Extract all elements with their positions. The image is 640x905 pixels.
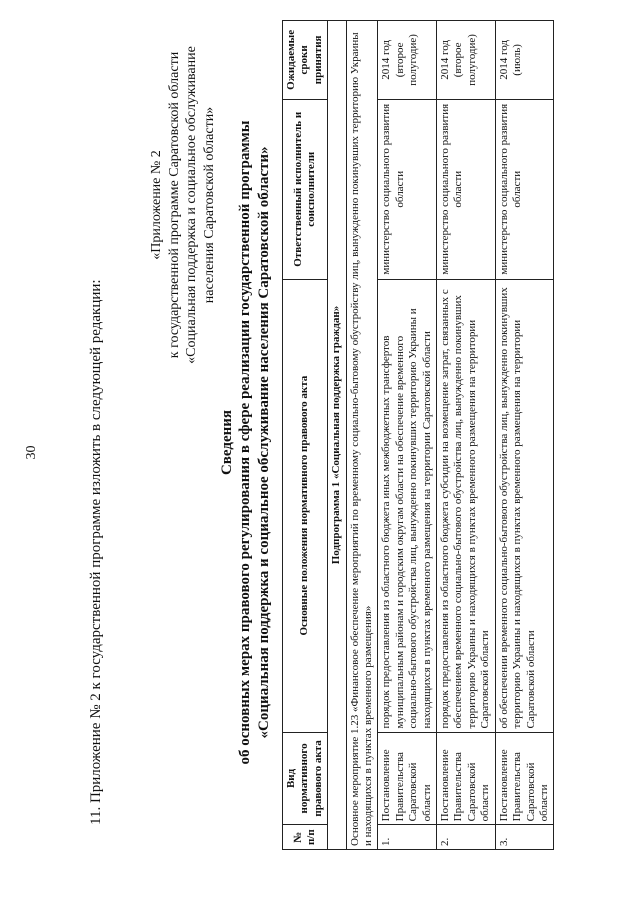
row-deadline: 2014 год (второе полугодие) bbox=[378, 21, 437, 100]
header-num: № п/п bbox=[283, 825, 328, 850]
table-header-row bbox=[283, 21, 328, 850]
title-line-1: Сведения bbox=[219, 409, 235, 476]
row-num: 3. bbox=[495, 825, 554, 850]
row-deadline: 2014 год (июль) bbox=[495, 21, 554, 100]
page-number: 30 bbox=[24, 445, 39, 460]
header-provisions: Основные положения нормативного правового акта bbox=[283, 279, 328, 732]
intro-text: 11. Приложение № 2 к государственной программе изложить в следующей редакции: bbox=[88, 279, 104, 825]
title-line-2: об основных мерах правового регулирования в сфере реализации государственной программы bbox=[237, 120, 254, 765]
measures-table bbox=[282, 20, 554, 850]
header-deadline: Ожидаемые сроки принятия bbox=[283, 21, 328, 100]
row-num: 1. bbox=[378, 825, 437, 850]
table-row bbox=[495, 21, 554, 850]
header-type: Вид нормативного правового акта bbox=[283, 732, 328, 825]
subprogram-title: Подпрограмма 1 «Социальная поддержка граждан» bbox=[328, 21, 346, 850]
appendix-line-3: «Социальная поддержка и социальное обслуживание bbox=[184, 46, 199, 364]
row-num: 2. bbox=[437, 825, 496, 850]
row-provisions: порядок предоставления из областного бюджета субсидии на возмещение затрат, связанных с обеспечением временного социально-бытового обустройства лиц, вынужденно покинувших территорию Украины и находящихся в пунктах временного размещения на территории Саратовской области bbox=[437, 279, 496, 732]
measure-row bbox=[346, 21, 378, 850]
row-executor: министерство социального развития области bbox=[378, 99, 437, 279]
title-line-3: «Социальная поддержка и социальное обслуживание населения Саратовской области» bbox=[255, 146, 272, 739]
row-provisions: порядок предоставления из областного бюджета иных межбюджетных трансфертов муниципальным районам и городским округам области на обеспечение временного социально-бытового обустройства лиц, вынужденно покинувших территорию Украины и находящихся в пунктах временного размещения на территории Саратовской области bbox=[378, 279, 437, 732]
appendix-header bbox=[148, 25, 218, 385]
appendix-line-1: «Приложение № 2 bbox=[149, 150, 164, 260]
row-type: Постановление Правительства Саратовской области bbox=[437, 732, 496, 825]
table-row bbox=[437, 21, 496, 850]
row-provisions: об обеспечении временного социально-бытового обустройства лиц, вынужденно покинувших территорию Украины и находящихся в пунктах временного размещения на территории Саратовской области bbox=[495, 279, 554, 732]
document-title bbox=[218, 40, 273, 845]
row-deadline: 2014 год (второе полугодие) bbox=[437, 21, 496, 100]
header-executor: Ответственный исполнитель и соисполнители bbox=[283, 99, 328, 279]
appendix-line-2: к государственной программе Саратовской области bbox=[166, 51, 182, 359]
subprogram-row bbox=[328, 21, 346, 850]
row-executor: министерство социального развития области bbox=[437, 99, 496, 279]
row-type: Постановление Правительства Саратовской области bbox=[495, 732, 554, 825]
row-type: Постановление Правительства Саратовской области bbox=[378, 732, 437, 825]
measure-title: Основное мероприятие 1.23 «Финансовое обеспечение мероприятий по временному социально-бытовому обустройству лиц, вынужденно покинувших территорию Украины и находящихся в пунктах временного размещения» bbox=[346, 21, 378, 850]
table-row bbox=[378, 21, 437, 850]
row-executor: министерство социального развития области bbox=[495, 99, 554, 279]
appendix-line-4: населения Саратовской области» bbox=[201, 106, 217, 304]
